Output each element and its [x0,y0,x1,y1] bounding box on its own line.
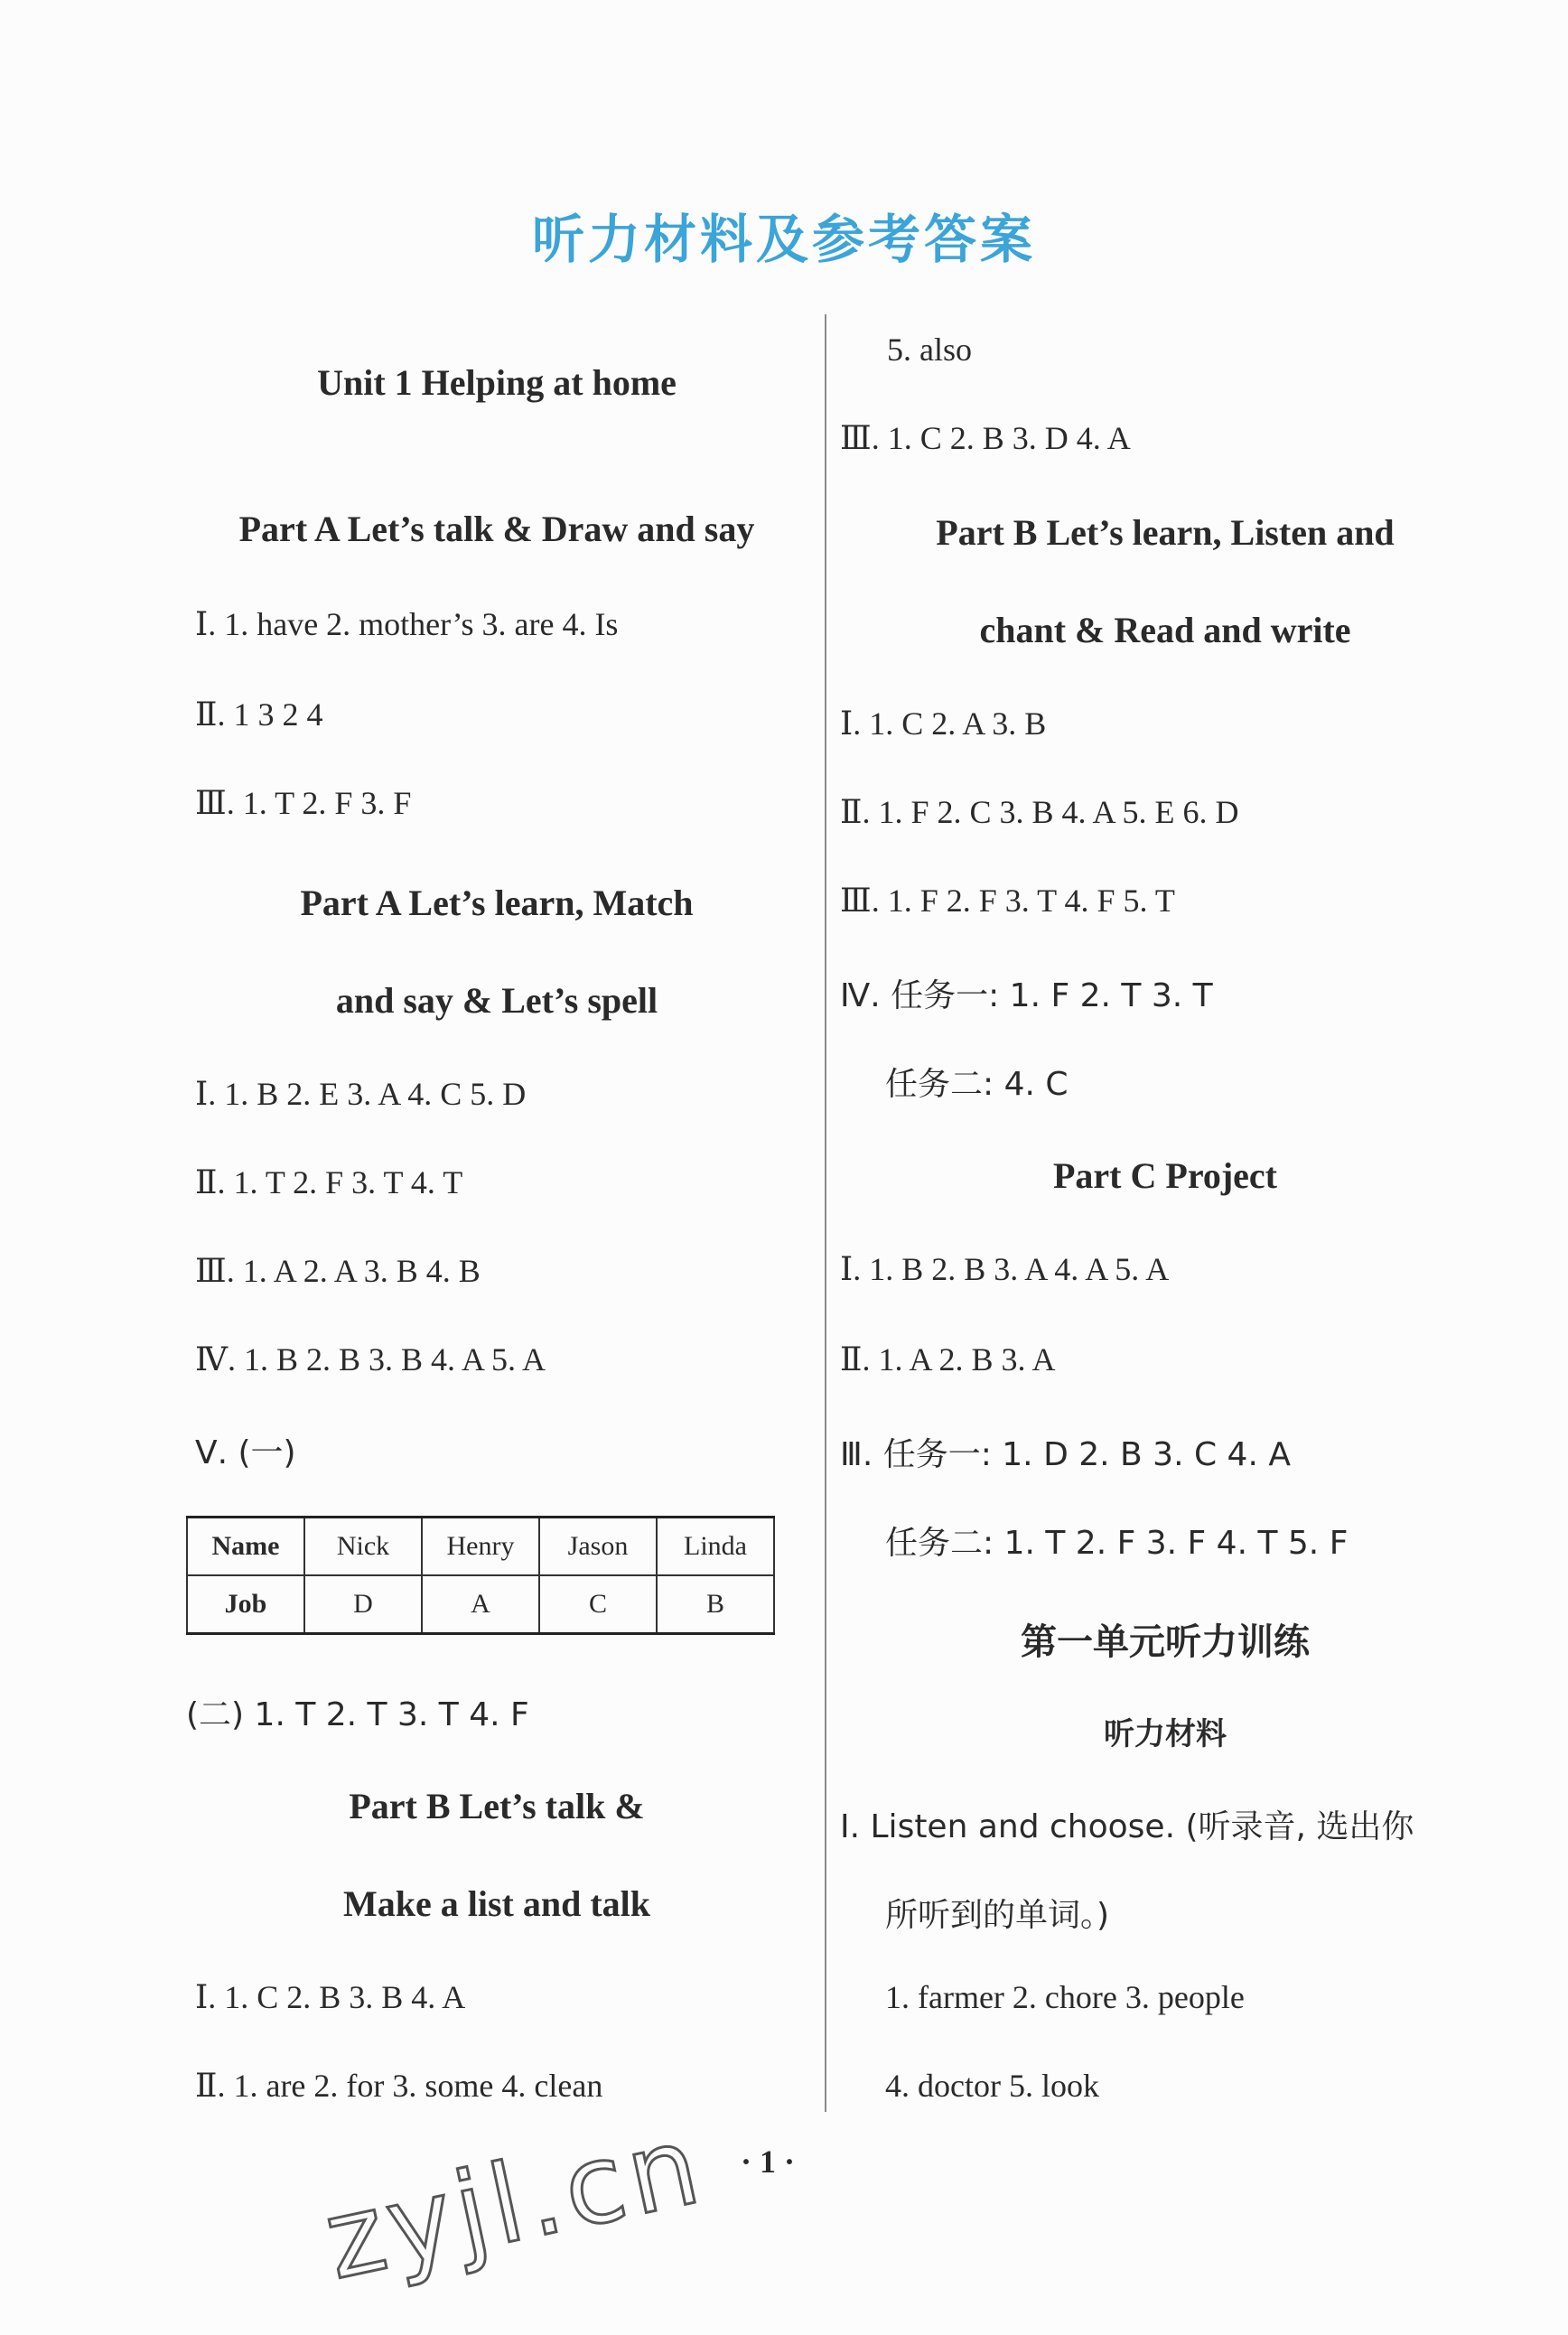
watermark-logo [314,2072,843,2335]
table-cell: A [422,1575,539,1634]
question-line: 所听到的单词。) [885,1897,1110,1934]
answer-line: Ⅱ. 1. A 2. B 3. A [840,1341,1056,1378]
table-row [187,1518,774,1576]
answer-line: Ⅱ. 1 3 2 4 [195,696,323,733]
answer-line: Ⅰ. 1. B 2. E 3. A 4. C 5. D [195,1076,527,1112]
answer-line: Ⅰ. 1. C 2. A 3. B [840,705,1047,742]
table-cell: Job [187,1575,304,1634]
answer-line: 5. also [887,332,972,368]
answer-line: Ⅱ. 1. are 2. for 3. some 4. clean [195,2068,603,2104]
partC-heading: Part C Project [1052,1155,1277,1196]
page-number: · 1 · [741,2144,796,2180]
answer-line: Ⅰ. 1. have 2. mother’s 3. are 4. Is [195,606,619,642]
partB1-heading-cont: Make a list and talk [342,1883,651,1924]
table-cell: Jason [539,1518,657,1576]
page-title: 听力材料及参考答案 [531,209,1036,270]
table-cell: D [304,1575,422,1634]
watermark-text: zyjl.cn [314,2102,715,2305]
table-cell: B [657,1575,774,1634]
unit-listening-heading: 第一单元听力训练 [1021,1621,1310,1663]
answer-line: Ⅰ. 1. B 2. B 3. A 4. A 5. A [840,1251,1170,1287]
table-cell: Linda [657,1518,774,1576]
partB2-heading: Part B Let’s learn, Listen and [936,512,1395,553]
answer-line: Ⅳ. 任务一: 1. F 2. T 3. T [840,977,1213,1014]
answer-line: Ⅲ. 1. C 2. B 3. D 4. A [840,420,1131,456]
answer-line: Ⅴ. (一) [195,1434,296,1471]
partA2-heading: Part A Let’s learn, Match [300,883,694,923]
listening-material-heading: 听力材料 [1104,1716,1227,1752]
word-list-line: 4. doctor 5. look [885,2068,1099,2104]
answer-line: Ⅲ. 任务一: 1. D 2. B 3. C 4. A [840,1436,1291,1473]
answer-line: Ⅱ. 1. T 2. F 3. T 4. T [195,1164,463,1200]
column-divider [825,314,826,2112]
partB1-heading: Part B Let’s talk & [349,1786,645,1826]
answer-line: Ⅰ. 1. C 2. B 3. B 4. A [195,1979,466,2015]
unit-heading: Unit 1 Helping at home [317,362,677,403]
answer-line: Ⅳ. 1. B 2. B 3. B 4. A 5. A [195,1341,546,1378]
answer-line: Ⅲ. 1. A 2. A 3. B 4. B [195,1253,481,1289]
answer-line: 任务二: 4. C [885,1066,1069,1103]
question-line: Ⅰ. Listen and choose. (听录音, 选出你 [840,1808,1414,1845]
answer-line: Ⅲ. 1. F 2. F 3. T 4. F 5. T [840,883,1175,919]
table-cell: Name [187,1518,304,1576]
table-cell: C [539,1575,657,1634]
answer-line: (二) 1. T 2. T 3. T 4. F [186,1696,529,1733]
word-list-line: 1. farmer 2. chore 3. people [885,1979,1245,2015]
table-cell: Henry [422,1518,539,1576]
answer-line: Ⅲ. 1. T 2. F 3. F [195,785,412,821]
table-row [187,1575,774,1634]
answer-line: 任务二: 1. T 2. F 3. F 4. T 5. F [885,1525,1349,1562]
partA1-heading: Part A Let’s talk & Draw and say [238,509,755,549]
table-cell: Nick [304,1518,422,1576]
partB2-heading-cont: chant & Read and write [979,610,1351,650]
answer-line: Ⅱ. 1. F 2. C 3. B 4. A 5. E 6. D [840,794,1239,830]
partA2-heading-cont: and say & Let’s spell [335,980,658,1021]
name-job-table [186,1516,775,1635]
